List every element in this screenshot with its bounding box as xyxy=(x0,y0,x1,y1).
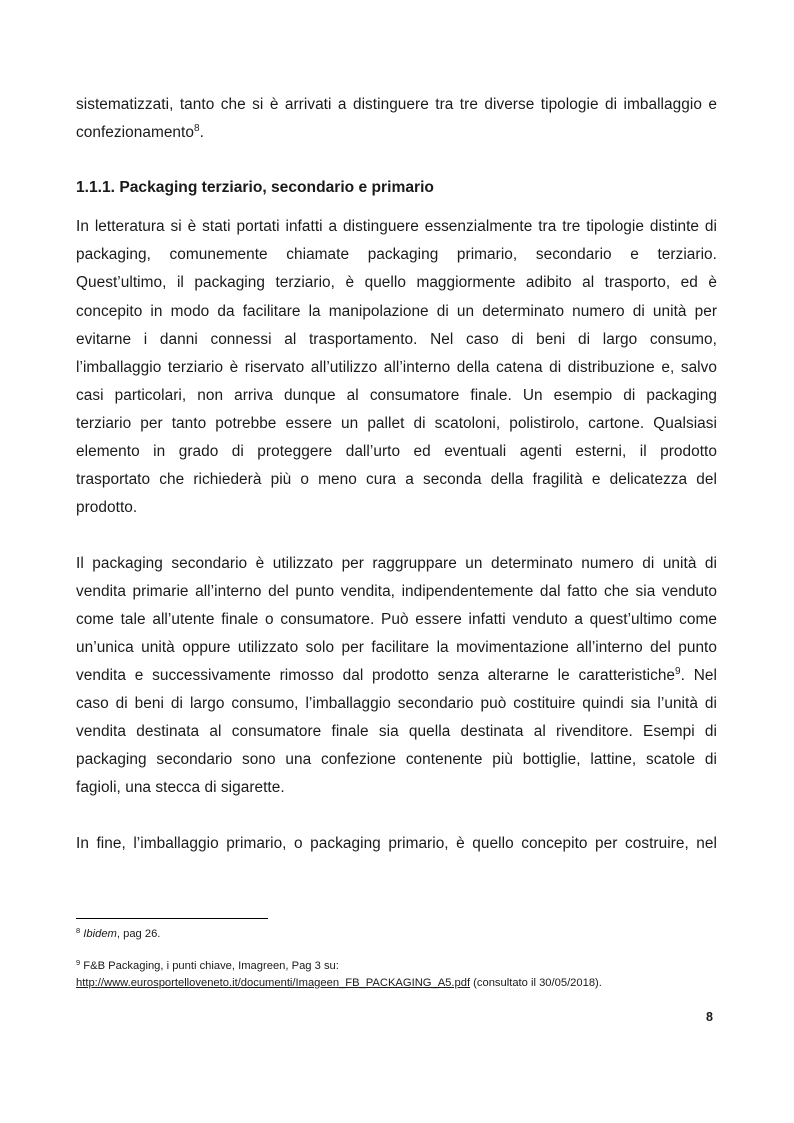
paragraph-2-line-5b: . Nel xyxy=(680,667,717,684)
paragraph-2-line: vendita destinata al consumatore finale sia quella destinata al rivenditore. Esempi di xyxy=(76,723,717,740)
paragraph-2-line: packaging secondario sono una confezione contenente più bottiglie, lattine, scatole di xyxy=(76,751,717,768)
intro-line-2 xyxy=(76,123,717,143)
footnote-9-source xyxy=(76,977,602,989)
paragraph-1-line: l’imballaggio terziario è riservato all’utilizzo all’interno della catena di distribuzione e, salvo xyxy=(76,359,717,376)
intro-line-2-text: confezionamento xyxy=(76,124,194,141)
footnote-9-text: F&B Packaging, i punti chiave, Imagreen, Pag 3 su: xyxy=(83,960,339,972)
paragraph-1-line: concepito in modo da facilitare la manipolazione di un determinato numero di unità per xyxy=(76,303,717,320)
paragraph-1-line: trasportato che richiederà più o meno cura a seconda della fragilità e delicatezza del xyxy=(76,471,717,488)
paragraph-1-line: packaging, comunemente chiamate packaging primario, secondario e terziario. xyxy=(76,246,717,263)
paragraph-1-line: prodotto. xyxy=(76,499,138,516)
footnote-ref-8[interactable]: 8 xyxy=(193,123,200,134)
paragraph-2-line: fagioli, una stecca di sigarette. xyxy=(76,779,285,796)
paragraph-1-line: evitarne i danni connessi al trasportamento. Nel caso di beni di largo consumo, xyxy=(76,331,717,348)
paragraph-2-line: caso di beni di largo consumo, l’imballaggio secondario può costituire quindi sia l’unità di xyxy=(76,695,717,712)
paragraph-3-line: In fine, l’imballaggio primario, o packaging primario, è quello concepito per costruire, nel xyxy=(76,835,717,852)
paragraph-2-line: come tale all’utente finale o consumatore. Può essere infatti venduto a quest’ultimo come xyxy=(76,611,717,628)
footnote-8-text: , pag 26. xyxy=(116,928,161,940)
footnote-ref-9[interactable]: 9 xyxy=(675,666,681,677)
page-number: 8 xyxy=(706,1010,713,1024)
paragraph-1-line: elemento in grado di proteggere dall’urto ed eventuali agenti esterni, il prodotto xyxy=(76,443,717,460)
section-heading: 1.1.1. Packaging terziario, secondario e primario xyxy=(76,179,434,196)
intro-line-2-end: . xyxy=(199,124,204,141)
footnote-8 xyxy=(76,928,160,940)
paragraph-1-line: casi particolari, non arriva dunque al consumatore finale. Un esempio di packaging xyxy=(76,387,717,404)
paragraph-1-line: In letteratura si è stati portati infatti a distinguere essenzialmente tra tre tipologie distinte di xyxy=(76,218,717,235)
footnote-9-link[interactable]: http://www.eurosportelloveneto.it/documenti/Imageen_FB_PACKAGING_A5.pdf xyxy=(76,977,471,989)
paragraph-1-line: Quest’ultimo, il packaging terziario, è quello maggiormente adibito al trasporto, ed è xyxy=(76,274,717,291)
paragraph-2-line: vendita primarie all’interno del punto vendita, indipendentemente dal fatto che sia venduto xyxy=(76,583,717,600)
footnote-9-number: 9 xyxy=(76,958,81,967)
paragraph-2-line-5a: vendita e successivamente rimosso dal prodotto senza alterarne le caratteristiche xyxy=(76,667,676,684)
footnote-9-consulted: (consultato il 30/05/2018). xyxy=(470,977,602,989)
footnote-8-number: 8 xyxy=(76,926,81,935)
footnote-divider xyxy=(76,918,268,919)
footnote-9 xyxy=(76,960,339,972)
paragraph-2-line: Il packaging secondario è utilizzato per raggruppare un determinato numero di unità di xyxy=(76,555,717,572)
paragraph-1-line: terziario per tanto potrebbe essere un pallet di scatoloni, polistirolo, cartone. Qualsiasi xyxy=(76,415,717,432)
footnote-8-italic: Ibidem xyxy=(83,928,117,940)
intro-line-1: sistematizzati, tanto che si è arrivati a distinguere tra tre diverse tipologie di imballaggio e xyxy=(76,96,717,113)
paragraph-2-line xyxy=(76,666,717,686)
paragraph-2-line: un’unica unità oppure utilizzato solo per facilitare la movimentazione all’interno del punto xyxy=(76,639,717,656)
